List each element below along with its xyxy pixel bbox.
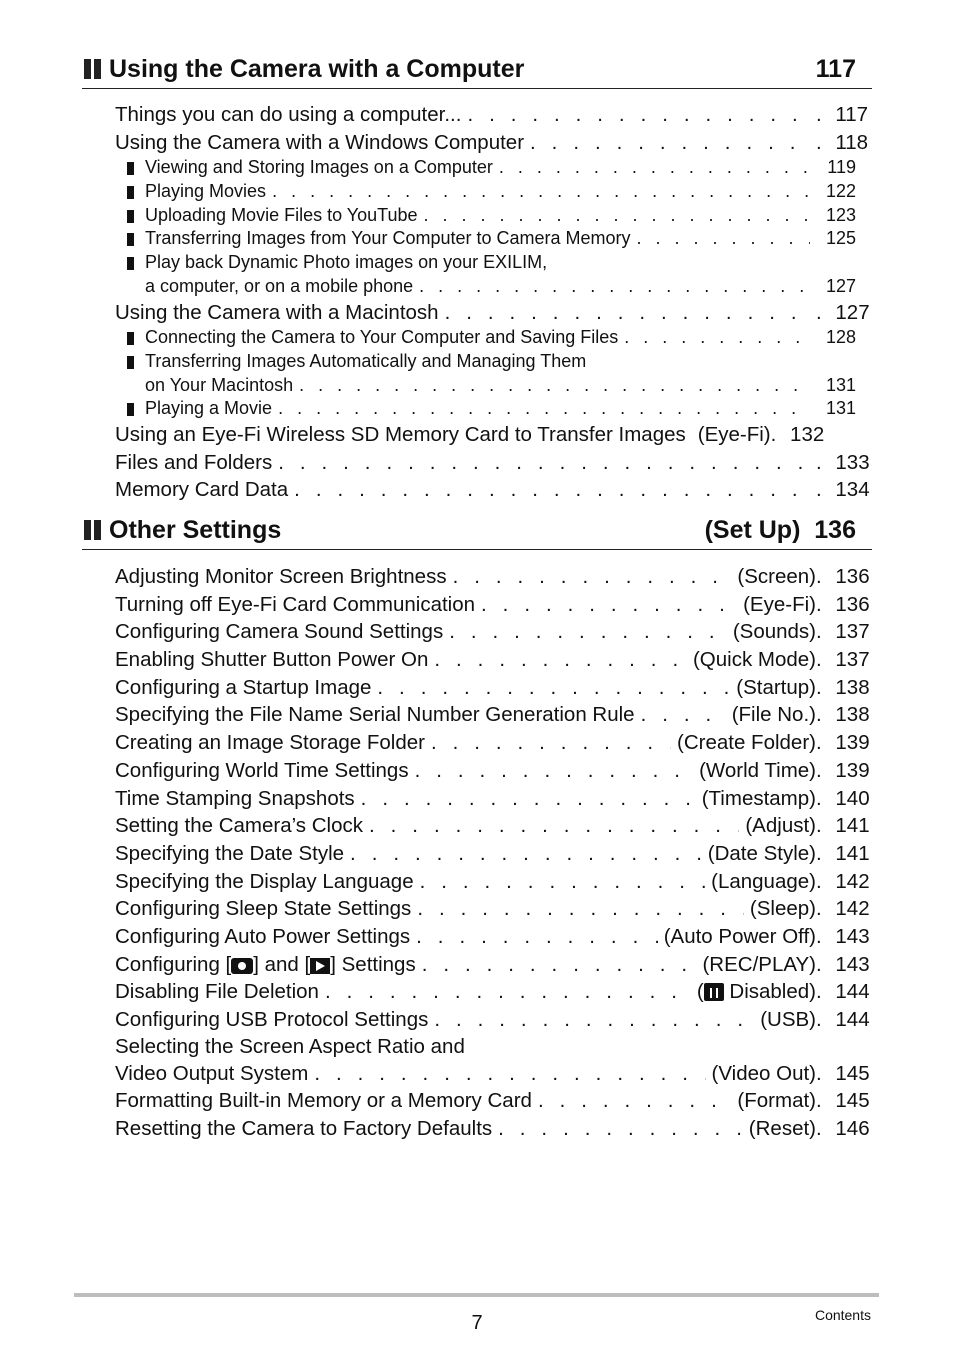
bullet-icon — [127, 233, 134, 246]
entry-tag: (Startup) — [736, 675, 816, 699]
dot-leader — [416, 923, 658, 951]
bullet-icon — [127, 162, 134, 175]
toc-entry[interactable] — [115, 840, 870, 868]
bullet-icon — [127, 356, 134, 369]
entry-label-b: ] and [ — [253, 952, 311, 976]
toc-entry[interactable] — [115, 923, 870, 951]
entry-tag: (Screen) — [737, 565, 816, 588]
dot-leader — [350, 840, 702, 868]
entry-tag: (World Time) — [699, 758, 816, 782]
dot-leader — [530, 129, 810, 157]
entry-page: . 144 — [816, 978, 856, 1006]
dot-leader — [641, 701, 726, 729]
entry-label: Configuring World Time Settings — [115, 758, 409, 782]
toc-subentry[interactable] — [115, 204, 856, 228]
entry-page: . 136 — [816, 591, 856, 619]
bullet-icon — [127, 403, 134, 416]
entry-page: . 133 — [816, 449, 856, 477]
toc-entry[interactable] — [115, 1115, 870, 1143]
entry-page: . 142 — [816, 895, 856, 923]
entry-label: Creating an Image Storage Folder — [115, 731, 425, 755]
dot-leader — [361, 785, 696, 813]
entry-page: . 144 — [816, 1006, 856, 1034]
toc-entry[interactable] — [115, 785, 870, 813]
entry-tag: (Reset) — [748, 1117, 816, 1141]
toc-subentry[interactable] — [115, 397, 856, 421]
entry-label: Turning off Eye-Fi Card Communication — [115, 592, 476, 616]
toc-entry[interactable] — [115, 476, 870, 504]
entry-page: 131 — [825, 398, 856, 419]
entry-label: Specifying the Date Style — [115, 841, 345, 865]
entry-page: . 141 — [816, 840, 856, 868]
dot-leader — [481, 591, 737, 619]
entry-page: . 140 — [816, 785, 856, 813]
toc-entry[interactable] — [115, 895, 870, 923]
entry-label: Configuring Sleep State Settings — [115, 897, 412, 921]
dot-leader — [624, 326, 810, 350]
dot-leader — [422, 951, 697, 979]
entry-page: 131 — [825, 374, 856, 395]
entry-label: on Your Macintosh — [145, 374, 294, 395]
dot-leader — [431, 729, 671, 757]
bullet-icon — [127, 186, 134, 199]
entry-page: . 136 — [816, 563, 856, 591]
section-page[interactable]: 117 — [815, 54, 856, 83]
section-marker-icon — [84, 59, 101, 79]
toc-entry[interactable] — [115, 618, 870, 646]
toc-subentry-line2[interactable] — [115, 275, 856, 299]
toc-entry[interactable] — [115, 729, 870, 757]
toc-entry[interactable] — [115, 978, 870, 1006]
dot-leader — [434, 1006, 754, 1034]
entry-page: . 127 — [816, 299, 856, 327]
dot-leader — [467, 101, 810, 129]
entry-label: Viewing and Storing Images on a Computer — [145, 157, 493, 178]
entry-tag: (REC/PLAY) — [702, 952, 816, 976]
toc-subentry[interactable] — [115, 326, 856, 350]
entry-page: . 138 — [816, 674, 856, 702]
entry-tag-b: Disabled) — [723, 980, 816, 1004]
entry-label: Specifying the Display Language — [115, 869, 414, 893]
dot-leader — [434, 646, 687, 674]
entry-page: . 145 — [816, 1060, 856, 1088]
entry-page: . 132 — [771, 421, 811, 449]
toc-entry[interactable] — [115, 674, 870, 702]
toc-entry[interactable] — [115, 299, 870, 327]
toc-entry-line1[interactable] — [115, 1034, 856, 1060]
entry-tag: (Sleep) — [749, 897, 816, 921]
entry-label: Setting the Camera’s Clock — [115, 814, 364, 838]
dot-leader — [538, 1087, 731, 1115]
entry-label: Transferring Images Automatically and Managing Them — [145, 350, 587, 371]
entry-page: 119 — [827, 157, 856, 178]
dot-leader — [278, 397, 810, 421]
dot-leader — [498, 1115, 743, 1143]
dot-leader — [369, 812, 739, 840]
entry-label: Adjusting Monitor Screen Brightness — [115, 565, 447, 588]
dot-leader — [377, 674, 730, 702]
footer-divider — [74, 1293, 879, 1297]
section-marker-icon — [84, 520, 101, 540]
dot-leader — [419, 275, 810, 299]
toc-entry[interactable] — [115, 421, 856, 449]
toc-entries — [115, 563, 870, 1143]
entry-label: Configuring Camera Sound Settings — [115, 620, 444, 644]
bullet-icon — [127, 257, 134, 270]
toc-entry[interactable] — [115, 449, 870, 477]
toc-entry[interactable] — [115, 951, 870, 979]
entry-page: . 145 — [816, 1087, 856, 1115]
toc-entry[interactable] — [115, 1006, 870, 1034]
entry-tag: (Quick Mode) — [692, 648, 816, 672]
play-icon — [310, 958, 330, 974]
entry-label-a: Configuring [ — [115, 952, 232, 976]
entry-label: Using an Eye-Fi Wireless SD Memory Card to Transfer Images — [115, 422, 686, 446]
entry-label: Files and Folders — [115, 450, 273, 474]
entry-tag: (Eye-Fi) — [743, 592, 816, 616]
toc-subentry-line1[interactable] — [115, 350, 856, 374]
toc-subentry[interactable] — [115, 180, 856, 204]
toc-section-computer — [82, 52, 872, 504]
entry-label: Playing a Movie — [145, 398, 273, 419]
entry-page: . 118 — [816, 129, 856, 157]
entry-page: 128 — [825, 327, 856, 348]
dot-leader — [272, 180, 810, 204]
entry-tag-a: ( — [696, 980, 704, 1004]
toc-entry[interactable] — [115, 101, 869, 129]
entry-tag: (USB) — [760, 1008, 816, 1031]
entry-label: Connecting the Camera to Your Computer and Saving Files — [145, 327, 619, 348]
entry-tag: (Format) — [737, 1089, 816, 1113]
entry-page: . 143 — [816, 951, 856, 979]
entry-label: Things you can do using a computer... — [115, 103, 462, 126]
toc-section-settings — [82, 513, 872, 1143]
dot-leader — [417, 895, 744, 923]
entry-tag: (Video Out) — [711, 1061, 816, 1085]
entry-label — [115, 951, 416, 979]
section-title[interactable]: Other Settings — [109, 515, 282, 544]
toc-entry[interactable] — [115, 868, 870, 896]
dot-leader — [278, 449, 810, 477]
entry-page: . 117 — [816, 101, 856, 129]
entry-page: . 139 — [816, 757, 856, 785]
entry-label: Playing Movies — [145, 181, 267, 202]
entry-label: Specifying the File Name Serial Number Generation Rule — [115, 703, 635, 727]
camera-icon — [231, 958, 253, 974]
dot-leader — [325, 978, 691, 1006]
dot-leader — [445, 299, 810, 327]
entry-label: Using the Camera with a Macintosh — [115, 300, 439, 324]
dot-leader — [499, 156, 810, 180]
entry-tag — [697, 978, 816, 1006]
toc-entry[interactable] — [115, 129, 869, 157]
entry-page: 127 — [825, 275, 856, 296]
entry-page: . 137 — [816, 646, 856, 674]
toc-entries — [115, 101, 870, 504]
entry-page: . 141 — [816, 812, 856, 840]
toc-entry[interactable] — [115, 701, 870, 729]
entry-page: . 146 — [816, 1115, 856, 1143]
entry-page: . 143 — [816, 923, 856, 951]
toc-entry[interactable] — [115, 563, 870, 591]
entry-tag: (Timestamp) — [701, 786, 816, 810]
toc-entry[interactable] — [115, 646, 870, 674]
entry-tag: (Create Folder) — [677, 731, 816, 755]
toc-subentry[interactable] — [115, 156, 856, 180]
entry-tag: (Language) — [711, 869, 816, 893]
entry-page: 122 — [825, 181, 856, 202]
entry-label: Configuring USB Protocol Settings — [115, 1008, 429, 1031]
entry-tag: (Auto Power Off) — [663, 924, 816, 948]
entry-label: Transferring Images from Your Computer to Camera Memory — [145, 228, 631, 249]
toc-entry[interactable] — [115, 1087, 870, 1115]
entry-label: Video Output System — [115, 1061, 309, 1085]
section-heading — [82, 52, 872, 89]
dot-leader — [424, 204, 810, 228]
dot-leader — [294, 476, 810, 504]
entry-tag: (Date Style) — [707, 841, 816, 865]
section-page[interactable]: (Set Up) 136 — [704, 515, 856, 544]
entry-label: Play back Dynamic Photo images on your EXILIM, — [145, 252, 548, 273]
dot-leader — [299, 374, 810, 398]
entry-label: Memory Card Data — [115, 478, 289, 502]
dot-leader — [420, 868, 706, 896]
entry-label: a computer, or on a mobile phone — [145, 275, 414, 296]
entry-label: Configuring a Startup Image — [115, 675, 372, 699]
entry-tag: (File No.) — [731, 703, 816, 727]
entry-page: . 134 — [816, 476, 856, 504]
entry-page: . 138 — [816, 701, 856, 729]
entry-tag: (Adjust) — [745, 814, 816, 838]
toc-subentry[interactable] — [115, 227, 856, 251]
contents-link[interactable]: Contents — [814, 1307, 871, 1323]
entry-page: 123 — [825, 204, 856, 225]
entry-label: Enabling Shutter Button Power On — [115, 648, 429, 672]
toc-subentry-line1[interactable] — [115, 251, 856, 275]
entry-label: Using the Camera with a Windows Computer — [115, 130, 525, 154]
entry-label: Time Stamping Snapshots — [115, 786, 355, 810]
entry-tag: (Eye-Fi) — [697, 422, 771, 446]
bullet-icon — [127, 332, 134, 345]
entry-label-c: ] Settings — [330, 952, 416, 976]
trash-icon — [704, 983, 724, 1001]
entry-label: Disabling File Deletion — [115, 980, 319, 1004]
entry-label: Formatting Built-in Memory or a Memory Card — [115, 1089, 532, 1113]
dot-leader — [453, 563, 732, 591]
bullet-icon — [127, 210, 134, 223]
section-title[interactable]: Using the Camera with a Computer — [109, 54, 525, 83]
entry-tag: (Sounds) — [732, 620, 816, 644]
page-number: 7 — [471, 1312, 483, 1334]
toc-entry[interactable] — [115, 591, 870, 619]
toc-entry[interactable] — [115, 757, 870, 785]
entry-label: Resetting the Camera to Factory Defaults — [115, 1117, 493, 1141]
dot-leader — [449, 618, 727, 646]
toc-entry[interactable] — [115, 812, 870, 840]
dot-leader — [314, 1060, 705, 1088]
dot-leader — [637, 227, 810, 251]
dot-leader — [415, 757, 693, 785]
entry-label: Uploading Movie Files to YouTube — [145, 204, 418, 225]
entry-label: Selecting the Screen Aspect Ratio and — [115, 1034, 465, 1058]
entry-label: Configuring Auto Power Settings — [115, 924, 411, 948]
entry-page: . 142 — [816, 868, 856, 896]
toc-subentry-line2[interactable] — [115, 374, 856, 398]
toc-entry-line2[interactable] — [115, 1060, 870, 1088]
section-heading — [82, 513, 872, 550]
entry-page: . 137 — [816, 618, 856, 646]
entry-page: 125 — [825, 228, 856, 249]
entry-page: . 139 — [816, 729, 856, 757]
